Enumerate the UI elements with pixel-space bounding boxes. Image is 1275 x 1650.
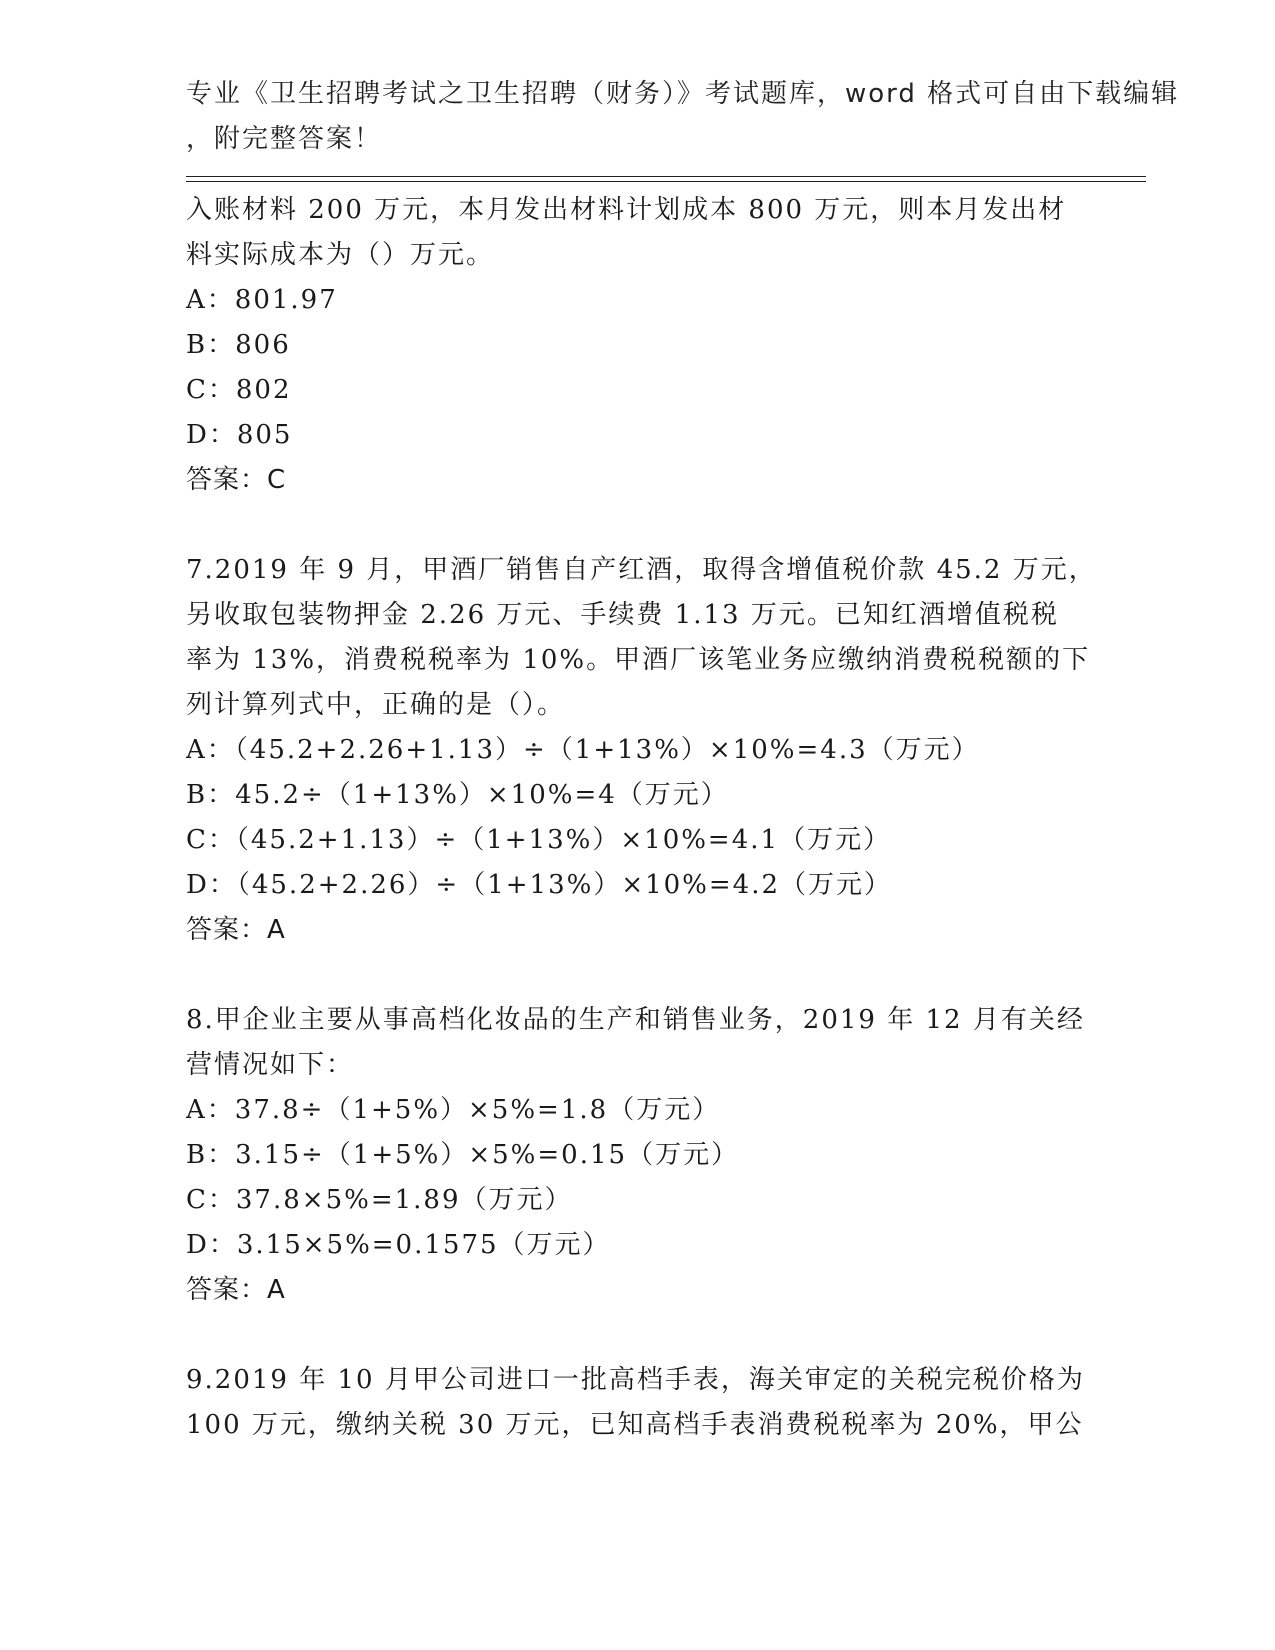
option-b: B：3.15÷（1+5%）×5%=0.15（万元） [186, 1140, 740, 1170]
question-text: 8.甲企业主要从事高档化妆品的生产和销售业务，2019 年 12 月有关经 [186, 1005, 1085, 1035]
question-text: 营情况如下： [186, 1050, 355, 1080]
option-d: D：（45.2+2.26）÷（1+13%）×10%=4.2（万元） [186, 870, 893, 900]
option-c: C：37.8×5%=1.89（万元） [186, 1185, 573, 1215]
question-6 [186, 188, 1086, 503]
question-text: 另收取包装物押金 2.26 万元、手续费 1.13 万元。已知红酒增值税税 [186, 600, 1059, 630]
question-text: 100 万元，缴纳关税 30 万元，已知高档手表消费税税率为 20%，甲公 [186, 1410, 1084, 1440]
answer: 答案：C [186, 465, 287, 495]
header-title-line-2: ，附完整答案！ [186, 124, 383, 154]
answer: 答案：A [186, 1275, 286, 1305]
question-text: 料实际成本为（）万元。 [186, 240, 495, 270]
question-text: 率为 13%，消费税税率为 10%。甲酒厂该笔业务应缴纳消费税税额的下 [186, 645, 1091, 675]
option-d: D：805 [186, 420, 293, 450]
header-title-line-1: 专业《卫生招聘考试之卫生招聘（财务）》考试题库，word 格式可自由下载编辑 [186, 79, 1180, 109]
question-text: 9.2019 年 10 月甲公司进口一批高档手表，海关审定的关税完税价格为 [186, 1365, 1085, 1395]
question-8 [186, 998, 1086, 1313]
option-b: B：45.2÷（1+13%）×10%=4（万元） [186, 780, 729, 810]
option-c: C：802 [186, 375, 292, 405]
document-body [186, 188, 1097, 1448]
question-text: 入账材料 200 万元，本月发出材料计划成本 800 万元，则本月发出材 [186, 195, 1067, 225]
option-a: A：（45.2+2.26+1.13）÷（1+13%）×10%=4.3（万元） [186, 735, 980, 765]
question-7 [186, 548, 1097, 953]
option-d: D：3.15×5%=0.1575（万元） [186, 1230, 611, 1260]
header-divider-bottom [186, 181, 1146, 182]
document-header [186, 72, 1180, 162]
answer: 答案：A [186, 915, 286, 945]
spacer [186, 1313, 1086, 1358]
question-text: 列计算列式中，正确的是（）。 [186, 690, 566, 720]
question-9 [186, 1358, 1086, 1448]
question-text: 7.2019 年 9 月，甲酒厂销售自产红酒，取得含增值税价款 45.2 万元， [186, 555, 1097, 585]
option-c: C：（45.2+1.13）÷（1+13%）×10%=4.1（万元） [186, 825, 892, 855]
option-a: A：37.8÷（1+5%）×5%=1.8（万元） [186, 1095, 721, 1125]
option-a: A：801.97 [186, 285, 338, 315]
header-divider-top [186, 176, 1146, 177]
spacer [186, 503, 1086, 548]
option-b: B：806 [186, 330, 291, 360]
spacer [186, 953, 1086, 998]
